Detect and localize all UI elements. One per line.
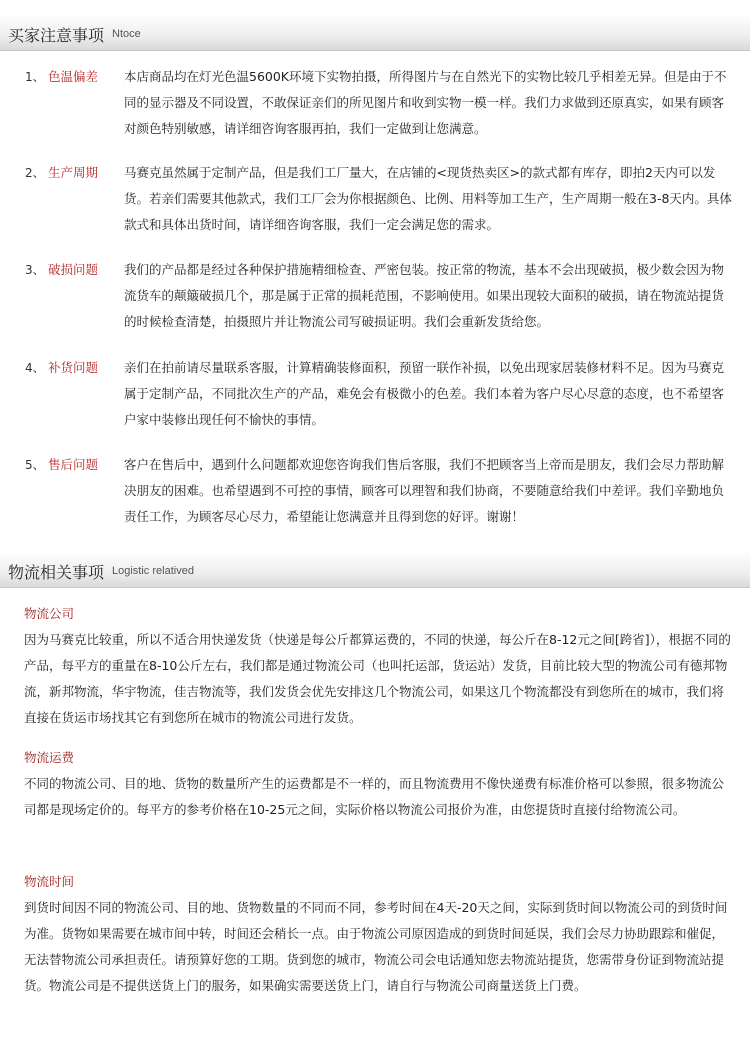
logistics-title: 物流运费 xyxy=(24,750,75,765)
notice-title: 生产周期 xyxy=(48,165,99,180)
notice-title: 破损问题 xyxy=(48,262,99,277)
notice-number: 5、 xyxy=(25,458,45,472)
section-header-buyer-notice xyxy=(0,16,750,51)
logistics-title: 物流公司 xyxy=(24,606,75,621)
notice-number: 1、 xyxy=(25,70,45,84)
notice-text: 马赛克虽然属于定制产品，但是我们工厂量大，在店铺的<现货热卖区>的款式都有库存，即拍2天内可以发货。若亲们需要其他款式，我们工厂会为你根据颜色、比例、用料等加工生产，生产周期一般在3-8天内。具体款式和具体出货时间，请详细咨询客服，我们一定会满足您的需求。 xyxy=(124,165,732,232)
notice-text: 我们的产品都是经过各种保护措施精细检查、严密包装。按正常的物流，基本不会出现破损，极少数会因为物流货车的颠簸破损几个，那是属于正常的损耗范围，不影响使用。如果出现较大面积的破损，请在物流站提货的时候检查清楚，拍摄照片并让物流公司写破损证明。我们会重新发货给您。 xyxy=(124,262,725,329)
notice-text: 客户在售后中，遇到什么问题都欢迎您咨询我们售后客服，我们不把顾客当上帝而是朋友，我们会尽力帮助解决朋友的困难。也希望遇到不可控的事情，顾客可以理智和我们协商，不要随意给我们中差评。我们辛勤地负责任工作，为顾客尽心尽力，希望能让您满意并且得到您的好评。谢谢！ xyxy=(124,457,725,524)
logistics-title: 物流时间 xyxy=(24,874,75,889)
logistics-item-freight xyxy=(24,745,732,823)
section-subtitle: Logistic relatived xyxy=(112,565,194,577)
notice-title: 补货问题 xyxy=(48,360,99,375)
section-title: 物流相关事项 xyxy=(8,563,105,582)
section-subtitle: Ntoce xyxy=(112,28,141,40)
notice-number: 3、 xyxy=(25,263,45,277)
logistics-text: 到货时间因不同的物流公司、目的地、货物数量的不同而不同，参考时间在4天-20天之间，实际到货时间以物流公司的到货时间为准。货物如果需要在城市间中转，时间还会稍长一点。由于物流公司原因造成的到货时间延误，我们会尽力协助跟踪和催促，无法替物流公司承担责任。请预算好您的工期。货到您的城市，物流公司会电话通知您去物流站提货，您需带身份证到物流站提货。物流公司是不提供送货上门的服务，如果确实需要送货上门，请自行与物流公司商量送货上门费。 xyxy=(24,900,728,993)
notice-text: 本店商品均在灯光色温5600K环境下实物拍摄，所得图片与在自然光下的实物比较几乎相差无异。但是由于不同的显示器及不同设置，不敢保证亲们的所见图片和收到实物一模一样。我们力求做到还原真实，如果有顾客对颜色特别敏感，请详细咨询客服再拍，我们一定做到让您满意。 xyxy=(124,69,727,136)
notice-number: 4、 xyxy=(25,361,45,375)
section-title: 买家注意事项 xyxy=(8,26,105,45)
notice-text: 亲们在拍前请尽量联系客服，计算精确装修面积，预留一联作补损，以免出现家居装修材料不足。因为马赛克属于定制产品，不同批次生产的产品，难免会有极微小的色差。我们本着为客户尽心尽意的态度，也不希望客户家中装修出现任何不愉快的事情。 xyxy=(124,360,725,427)
logistics-item-time xyxy=(24,869,732,999)
logistics-text: 不同的物流公司、目的地、货物的数量所产生的运费都是不一样的，而且物流费用不像快递费有标准价格可以参照，很多物流公司都是现场定价的。每平方的参考价格在10-25元之间，实际价格以物流公司报价为准，由您提货时直接付给物流公司。 xyxy=(24,776,725,817)
notice-title: 色温偏差 xyxy=(48,69,99,84)
notice-title: 售后问题 xyxy=(48,457,99,472)
logistics-text: 因为马赛克比较重，所以不适合用快递发货（快递是每公斤都算运费的，不同的快递，每公斤在8-12元之间[跨省]），根据不同的产品，每平方的重量在8-10公斤左右，我们都是通过物流公司（也叫托运部，货运站）发货，目前比较大型的物流公司有德邦物流，新邦物流，华宇物流，佳吉物流等，我们发货会优先安排这几个物流公司，如果这几个物流都没有到您所在的城市，我们将直接在货运市场找其它有到您所在城市的物流公司进行发货。 xyxy=(24,632,731,725)
notice-number: 2、 xyxy=(25,166,45,180)
section-header-logistics xyxy=(0,553,750,588)
logistics-item-company xyxy=(24,601,732,731)
